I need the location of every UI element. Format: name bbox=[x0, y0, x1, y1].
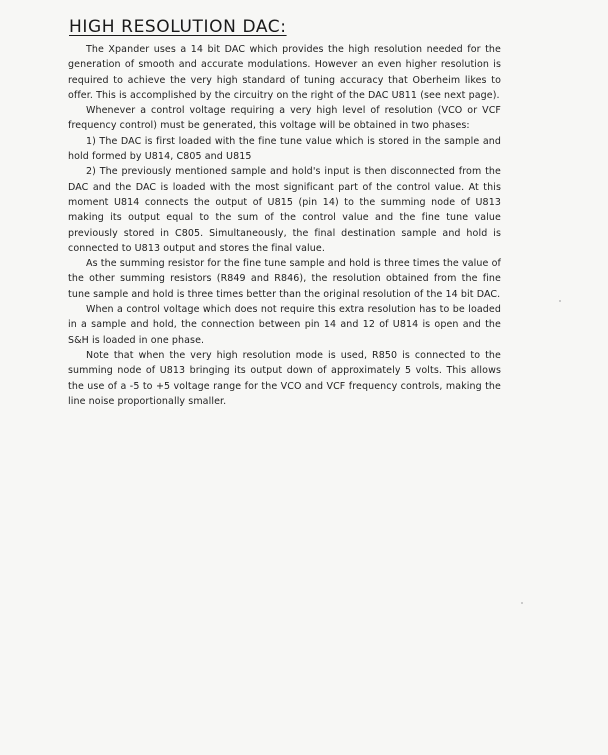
scan-speck bbox=[521, 602, 523, 604]
paragraph-summing-resistor: As the summing resistor for the fine tune sample and hold is three times the value of the other summing resistors (R849 and R846), the resolution obtained from the fine tune sample and hold is three times better than the original resolution of the 14 bit DAC. bbox=[68, 258, 501, 300]
paragraph-voltage-range: Note that when the very high resolution mode is used, R850 is connected to the summing node of U813 bringing its output down of approximately 5 volts. This allows the use of a -5 to +5 voltage range for the VCO and VCF frequency controls, making the line noise proportionally smaller. bbox=[68, 349, 501, 407]
paragraph-two-phases: Whenever a control voltage requiring a very high level of resolution (VCO or VCF frequency control) must be generated, this voltage will be obtained in two phases: bbox=[68, 105, 501, 132]
paragraph-phase-two: 2) The previously mentioned sample and hold's input is then disconnected from the DAC and the DAC is loaded with the most significant part of the control value. At this moment U814 connects the output of U815 (pin 14) to the summing node of U813 making its output equal to the sum of the control value and the fine tune value previously stored in C805. Simultaneously, the final destination sample and hold is connected to U813 output and stores the final value. bbox=[68, 166, 501, 254]
paragraph-intro: The Xpander uses a 14 bit DAC which provides the high resolution needed for the generation of smooth and accurate modulations. However an even higher resolution is required to achieve the very high standard of tuning accuracy that Oberheim likes to offer. This is accomplished by the circuitry on the right of the DAC U811 (see next page). bbox=[68, 44, 501, 101]
paragraph-phase-one: 1) The DAC is first loaded with the fine tune value which is stored in the sample and hold formed by U814, C805 and U815 bbox=[68, 135, 501, 163]
paragraph-single-phase: When a control voltage which does not require this extra resolution has to be loaded in a sample and hold, the connection between pin 14 and 12 of U814 is open and the S&H is loaded in one phase. bbox=[68, 304, 501, 346]
page-title: HIGH RESOLUTION DAC: bbox=[69, 17, 287, 37]
body-text bbox=[68, 42, 501, 409]
scan-speck bbox=[559, 300, 561, 302]
